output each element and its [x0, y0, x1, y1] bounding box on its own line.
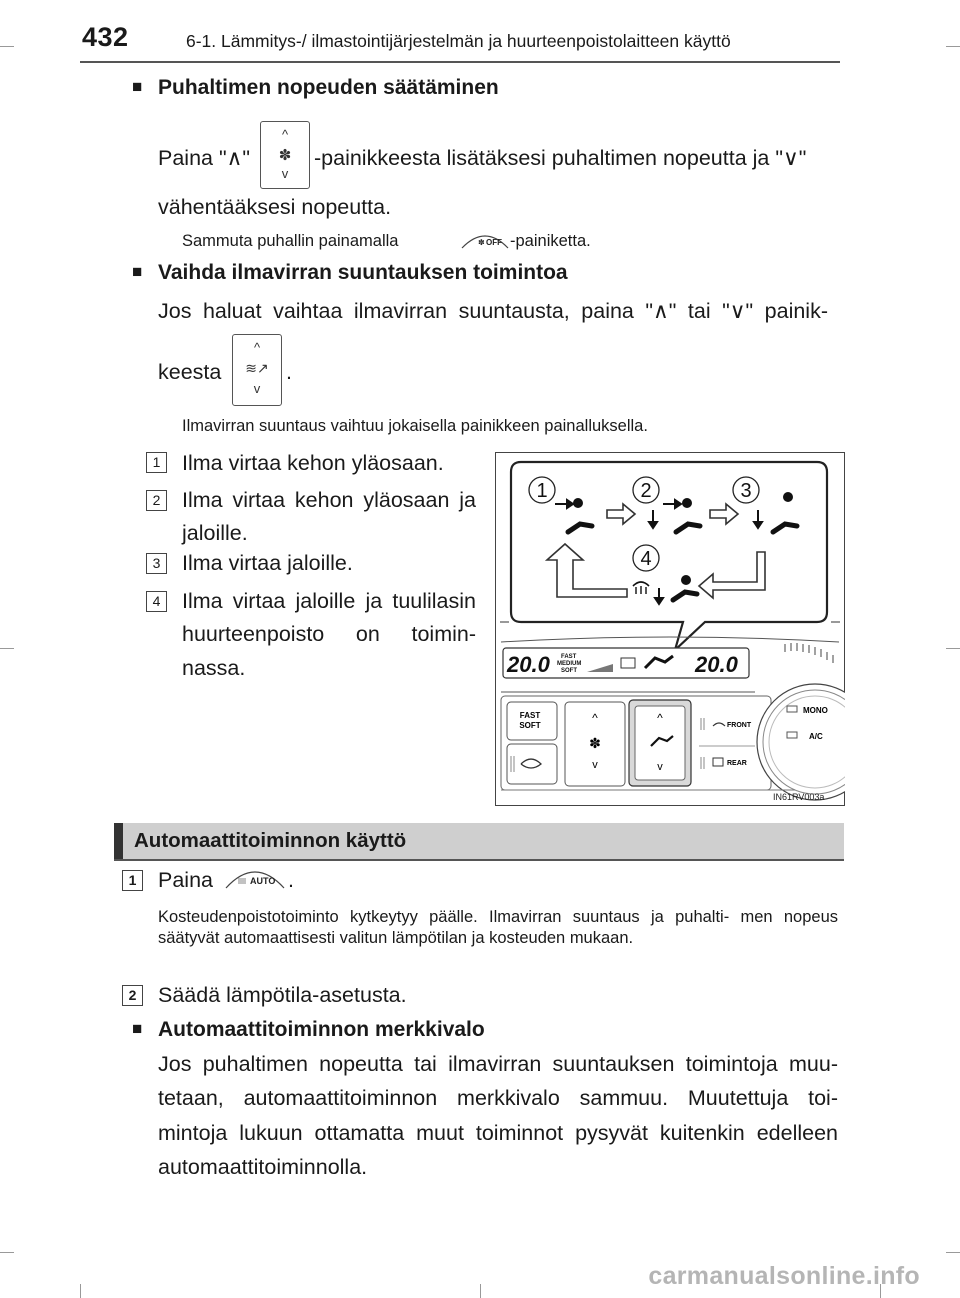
- list-item-2: Ilma virtaa kehon yläosaan ja jaloille.: [182, 488, 476, 546]
- fan-icon: ✽: [278, 147, 292, 164]
- auto-label: AUTO: [250, 876, 276, 886]
- page-number: 432: [82, 22, 129, 52]
- fan-speed-button-image: [260, 121, 310, 189]
- step1-before: Paina: [158, 868, 213, 892]
- svg-text:^: ^: [657, 711, 663, 725]
- svg-text:v: v: [592, 759, 598, 771]
- crop-mark: [0, 648, 14, 649]
- figure-id: IN61RV003a: [773, 792, 825, 802]
- svg-text:^: ^: [592, 711, 598, 725]
- front-label: FRONT: [727, 722, 752, 729]
- crop-mark: [946, 1252, 960, 1253]
- header-rule: [80, 61, 840, 63]
- fan-off-note-before: Sammuta puhallin painamalla: [182, 232, 399, 250]
- soft-label: SOFT: [519, 721, 541, 730]
- airflow-text-line2-before: keesta: [158, 360, 222, 384]
- fan-text-line1: [158, 142, 250, 175]
- mono-label: MONO: [803, 706, 828, 715]
- fan-off-button-image: [460, 228, 510, 252]
- list-item-3: Ilma virtaa jaloille.: [182, 551, 353, 575]
- ac-label: A/C: [809, 732, 823, 741]
- auto-section-title: Automaattitoiminnon käyttö: [134, 829, 407, 852]
- airflow-mode-button-image: [232, 334, 282, 406]
- chevron-up-icon: ^: [281, 127, 289, 142]
- airflow-text-line1: Jos haluat vaihtaa ilmavirran suuntausta, paina "∧" tai "∨" painik-: [158, 299, 828, 323]
- chapter-title: 6-1. Lämmitys-/ ilmastointijärjestelmän ja huurteenpoistolaitteen käyttö: [186, 31, 731, 51]
- crop-mark: [0, 1252, 14, 1253]
- list-item-4: Ilma virtaa jaloille ja tuulilasin huurteenpoisto on toimin- nassa.: [182, 589, 476, 680]
- down-symbol: ∨: [782, 146, 799, 170]
- chevron-down-icon: v: [253, 381, 261, 396]
- circle-label-1-text: 1: [536, 480, 548, 502]
- display-temp-left: 20.0: [507, 652, 550, 677]
- crop-mark: [480, 1284, 481, 1298]
- chevron-down-icon: v: [281, 166, 289, 181]
- step-number-2: 2: [122, 985, 143, 1006]
- airflow-note: Ilmavirran suuntaus vaihtuu jokaisella painikkeen painalluksella.: [182, 417, 648, 435]
- list-number-4: 4: [146, 591, 167, 612]
- off-label: OFF: [486, 238, 502, 247]
- quote: ": [798, 146, 807, 170]
- auto-button-image: [224, 862, 286, 892]
- crop-mark: [946, 46, 960, 47]
- display-temp-right: 20.0: [695, 652, 738, 677]
- svg-text:v: v: [657, 761, 663, 773]
- auto-section-header: [114, 823, 844, 861]
- svg-text:✽: ✽: [589, 735, 601, 751]
- fast-label: FAST: [519, 711, 541, 720]
- rear-label: REAR: [727, 760, 747, 767]
- fan-off-note-after: -painiketta.: [510, 232, 591, 250]
- step1-after: .: [288, 868, 294, 892]
- crop-mark: [946, 648, 960, 649]
- airflow-heading: ■ Vaihda ilmavirran suuntauksen toimintoa: [132, 261, 568, 285]
- up-symbol: ∧: [226, 146, 243, 170]
- airflow-figure: [495, 452, 845, 806]
- indicator-heading: ■ Automaattitoiminnon merkkivalo: [132, 1018, 485, 1042]
- list-number-3: 3: [146, 553, 167, 574]
- list-number-2: 2: [146, 490, 167, 511]
- quote: ": [242, 146, 250, 170]
- list-item-1: Ilma virtaa kehon yläosaan.: [182, 451, 444, 475]
- svg-text:✽: ✽: [478, 238, 485, 247]
- crop-mark: [0, 46, 14, 47]
- crop-mark: [80, 1284, 81, 1298]
- fan-heading: ■ Puhaltimen nopeuden säätäminen: [132, 76, 499, 100]
- circle-label-2-text: 2: [640, 480, 652, 502]
- step2-text: Säädä lämpötila-asetusta.: [158, 983, 407, 1007]
- circle-label-4-text: 4: [640, 548, 652, 570]
- watermark: carmanualsonline.info: [648, 1262, 920, 1290]
- step1-note: Kosteudenpoistotoiminto kytkeytyy päälle. Ilmavirran suuntaus ja puhalti- men nopeus säätyvät automaattisesti valitun lämpötilan ja kosteuden mukaan.: [158, 908, 838, 948]
- display-fan-soft: SOFT: [561, 668, 577, 674]
- fan-text-after: -painikkeesta lisätäksesi puhaltimen nopeutta ja ": [314, 146, 783, 170]
- circle-label-3-text: 3: [740, 480, 752, 502]
- airflow-text-line2-after: .: [286, 360, 292, 384]
- step-number-1: 1: [122, 870, 143, 891]
- list-number-1: 1: [146, 452, 167, 473]
- airflow-mode-icon: ≋↗: [245, 360, 269, 376]
- fan-text-before: Paina ": [158, 146, 227, 170]
- display-fan-medium: MEDIUM: [557, 661, 582, 667]
- fan-text-line2: vähentääksesi nopeutta.: [158, 195, 392, 219]
- fan-text-line1b: [314, 142, 806, 175]
- chevron-up-icon: ^: [253, 340, 261, 355]
- indicator-text: Jos puhaltimen nopeutta tai ilmavirran suuntauksen toimintoja muu- tetaan, automaattitoiminnon merkkivalo sammuu. Muutettuja toi- mintoja lukuun ottamatta muut toiminnot pysyvät kuitenkin edelleen automaattitoiminnolla.: [158, 1052, 838, 1180]
- display-fan-fast: FAST: [561, 654, 577, 660]
